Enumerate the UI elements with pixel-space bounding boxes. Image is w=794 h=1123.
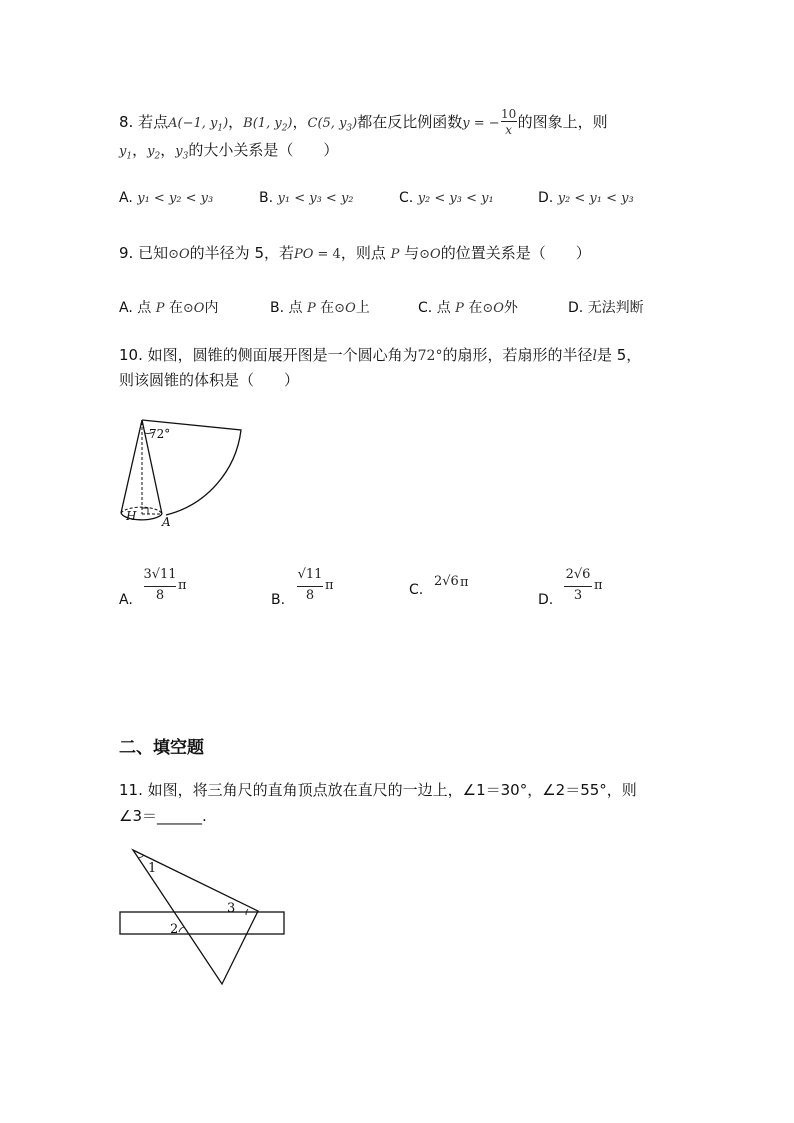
pi-symbol: π	[178, 578, 187, 593]
angle-label: 72°	[149, 427, 171, 441]
q8-line2	[119, 140, 338, 167]
fraction-num: 2√6	[565, 567, 591, 582]
o-symbol: O	[430, 247, 441, 262]
point-c: C(5, $y_3$)	[307, 116, 358, 134]
q8-number: 8.	[119, 113, 134, 131]
option-label: B.	[271, 592, 286, 608]
q8-option-b[interactable]	[259, 188, 354, 209]
option-label: A.	[119, 592, 133, 608]
q9-option-a[interactable]: A. 点 P 在⊙O内	[119, 300, 219, 316]
circle-symbol-icon: ⊙	[334, 301, 346, 316]
fraction-den: 3	[573, 588, 583, 603]
fraction-den: 8	[305, 588, 315, 603]
ruler	[120, 912, 284, 934]
q9-option-c[interactable]: C. 点 P 在⊙O外	[418, 300, 518, 316]
q9-option-b[interactable]: B. 点 P 在⊙O上	[270, 300, 370, 316]
q10-angle: 72°	[417, 348, 443, 364]
q9-text-a: 9. 已知	[119, 244, 169, 262]
q9-text-c: ，则点	[340, 244, 391, 262]
angle-2-arc	[179, 927, 184, 932]
sep: ，	[160, 141, 176, 159]
func-fraction: $\frac{10}{x}$	[501, 106, 517, 137]
q10-text-b: 的扇形，若扇形的半径	[442, 346, 593, 364]
fraction-den: 8	[155, 588, 165, 603]
option-expr: y₁ < y₂ < y₃	[137, 191, 214, 206]
pi-symbol: π	[594, 578, 603, 593]
q8-text-a: 若点	[138, 113, 169, 131]
section-heading: 二、填空题	[119, 738, 204, 758]
q8-text-b: 都在反比例函数	[357, 113, 463, 131]
radical-expr: 2√6	[434, 574, 459, 589]
angle-1-arc	[138, 855, 144, 858]
cone-figure	[112, 412, 252, 532]
option-label: C.	[399, 190, 414, 206]
q10-line1	[119, 345, 641, 366]
option-label: D.	[538, 592, 554, 608]
p-symbol: P	[390, 247, 400, 262]
pi-symbol: π	[325, 578, 334, 593]
o-symbol: O	[179, 247, 190, 262]
q9-text-d: 与	[399, 244, 420, 262]
q8-option-a[interactable]	[119, 188, 213, 209]
q10-line2: 则该圆锥的体积是（ ）	[119, 371, 300, 389]
sep: ，	[132, 141, 148, 159]
angle-label-1: 1	[148, 861, 157, 876]
option-expr: y₂ < y₃ < y₁	[417, 191, 494, 206]
circle-symbol-icon: ⊙	[168, 247, 179, 262]
point-a: A(−1, $y_1$)	[168, 116, 229, 134]
q8-text-c: 的图象上，则	[517, 113, 608, 131]
q10-text-a: 10. 如图，圆锥的侧面展开图是一个圆心角为	[119, 346, 418, 364]
option-expr: y₂ < y₁ < y₃	[557, 191, 634, 206]
circle-symbol-icon: ⊙	[419, 247, 431, 262]
q9-text-b: 的半径为 5，若	[189, 244, 294, 262]
option-label: C.	[409, 582, 424, 598]
q9-line	[119, 243, 591, 265]
ruler-triangle-figure	[116, 846, 291, 991]
option-label: A.	[119, 190, 133, 206]
q8-option-d[interactable]	[538, 188, 634, 209]
label-h: H	[126, 509, 137, 523]
option-expr: y₁ < y₃ < y₂	[277, 191, 354, 206]
fraction-num: √11	[297, 567, 323, 582]
point-b: B(1, $y_2$)	[243, 116, 293, 134]
circle-symbol-icon: ⊙	[182, 301, 194, 316]
circle-symbol-icon: ⊙	[482, 301, 494, 316]
fraction-bar	[564, 586, 592, 587]
label-a: A	[162, 515, 171, 529]
q8-line2-text: 的大小关系是（ ）	[188, 141, 339, 159]
fraction-bar	[297, 586, 323, 587]
func-lhs: y = −	[462, 116, 500, 131]
y3: $y_3$	[175, 144, 189, 162]
q8-comma: ，	[228, 113, 244, 131]
q11-line1: 11. 如图，将三角尺的直角顶点放在直尺的一边上，∠1＝30°，∠2＝55°，则	[119, 781, 637, 799]
option-label: B.	[259, 190, 274, 206]
l-symbol: l	[592, 348, 597, 364]
right-angle-mark	[142, 508, 148, 514]
q8-option-c[interactable]	[399, 188, 494, 209]
y1: $y_1$	[119, 144, 133, 162]
q9-option-d[interactable]: D. 无法判断	[568, 300, 644, 316]
q8-comma: ，	[292, 113, 308, 131]
option-label: D.	[538, 190, 554, 206]
eq: = 4	[313, 247, 341, 262]
y2: $y_2$	[147, 144, 161, 162]
q10-text-c: 是 5，	[596, 346, 642, 364]
fraction-bar	[144, 586, 176, 587]
q11-line2: ∠3＝______.	[119, 807, 207, 825]
q9-text-e: 的位置关系是（ ）	[440, 244, 591, 262]
q8-line1	[119, 106, 608, 139]
po-symbol: PO	[293, 247, 314, 262]
angle-label-3: 3	[227, 901, 236, 916]
cone-side-left	[121, 420, 142, 513]
pi-symbol: π	[460, 575, 469, 590]
angle-label-2: 2	[170, 922, 179, 937]
fraction-num: 3√11	[143, 567, 177, 582]
